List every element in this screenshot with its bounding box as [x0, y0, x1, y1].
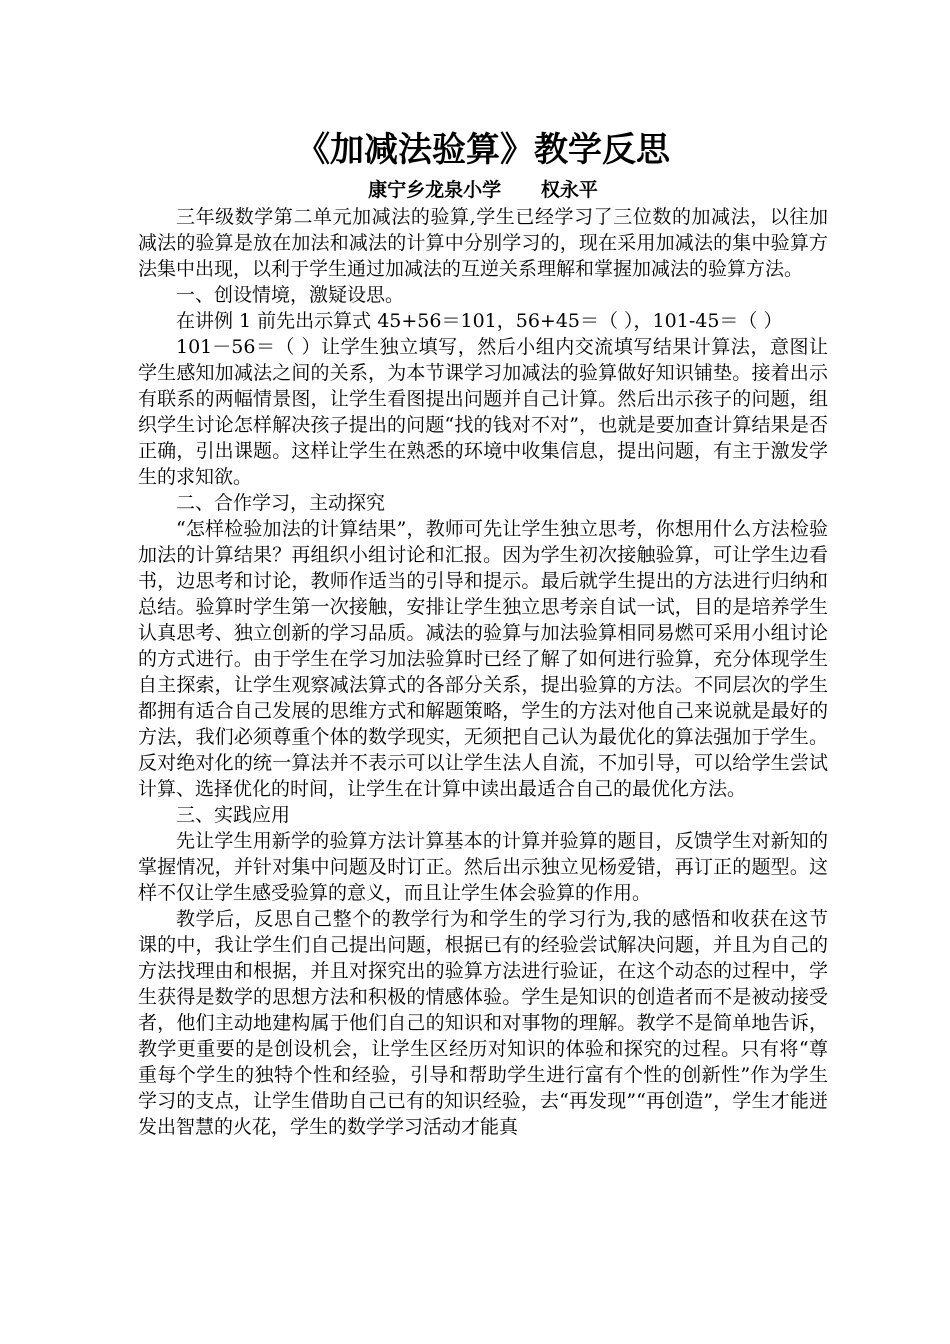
body-paragraph: 三年级数学第二单元加减法的验算,学生已经学习了三位数的加减法，以往加减法的验算是放在加法和减法的计算中分别学习的，现在采用加减法的集中验算方法集中出现，以利于学生通过加减法的互逆关系理解和掌握加减法的验算方法。: [138, 206, 828, 280]
body-paragraph: 教学后，反思自己整个的教学行为和学生的学习行为,我的感悟和收获在这节课的中，我让学生们自己提出问题，根据已有的经验尝试解决问题，并且为自己的方法找理由和根据，并且对探究出的验算方法进行验证，在这个动态的过程中，学生获得是数学的思想方法和积极的情感体验。学生是知识的创造者而不是被动接受者，他们主动地建构属于他们自己的知识和对事物的理解。教学不是简单地告诉，教学更重要的是创设机会，让学生区经历对知识的体验和探究的过程。只有将“尊重每个学生的独特个性和经验，引导和帮助学生进行富有个性的创新性”作为学生学习的支点，让学生借助自己已有的知识经验，去“再发现”“再创造”，学生才能迸发出智慧的火花，学生的数学学习活动才能真: [138, 908, 828, 1138]
section-heading: 一、创设情境，激疑设思。: [176, 284, 405, 306]
section-heading: 二、合作学习，主动探究: [176, 492, 386, 514]
document-title: 《加减法验算》教学反思: [296, 130, 670, 170]
body-paragraph: 先让学生用新学的验算方法计算基本的计算并验算的题目，反馈学生对新知的掌握情况，并针对集中问题及时订正。然后出示独立见杨爱错，再订正的题型。这样不仅让学生感受验算的意义，而且让学生体会验算的作用。: [138, 830, 828, 904]
body-paragraph: “怎样检验加法的计算结果”，教师可先让学生独立思考，你想用什么方法检验加法的计算结果？再组织小组讨论和汇报。因为学生初次接触验算，可让学生边看书，边思考和讨论，教师作适当的引导和提示。最后就学生提出的方法进行归纳和总结。验算时学生第一次接触，安排让学生独立思考亲自试一试，目的是培养学生认真思考、独立创新的学习品质。减法的验算与加法验算相同易燃可采用小组讨论的方式进行。由于学生在学习加法验算时已经了解了如何进行验算，充分体现学生自主探索，让学生观察减法算式的各部分关系，提出验算的方法。不同层次的学生都拥有适合自己发展的思维方式和解题策略，学生的方法对他自己来说就是最好的方法，我们必须尊重个体的数学现实，无须把自己认为最优化的算法强加于学生。反对绝对化的统一算法并不表示可以让学生法人自流，不加引导，可以给学生尝试计算、选择优化的时间，让学生在计算中读出最适合自己的最优化方法。: [138, 518, 828, 800]
document-page: [138, 128, 828, 1140]
author-byline: 康宁乡龙泉小学 权永平: [368, 179, 598, 201]
body-paragraph: 在讲例 1 前先出示算式 45+56＝101，56+45＝（ ），101-45＝（ ）: [176, 310, 783, 332]
document-body: [138, 204, 828, 1140]
section-heading: 三、实践应用: [176, 804, 291, 826]
body-paragraph: 101－56＝（ ）让学生独立填写，然后小组内交流填写结果计算法，意图让学生感知加减法之间的关系，为本节课学习加减法的验算做好知识铺垫。接着出示有联系的两幅情景图，让学生看图提出问题并自己计算。然后出示孩子的问题，组织学生讨论怎样解决孩子提出的问题“找的钱对不对”，也就是要加查计算结果是否正确，引出课题。这样让学生在熟悉的环境中收集信息，提出问题，有主于激发学生的求知欲。: [138, 336, 828, 488]
